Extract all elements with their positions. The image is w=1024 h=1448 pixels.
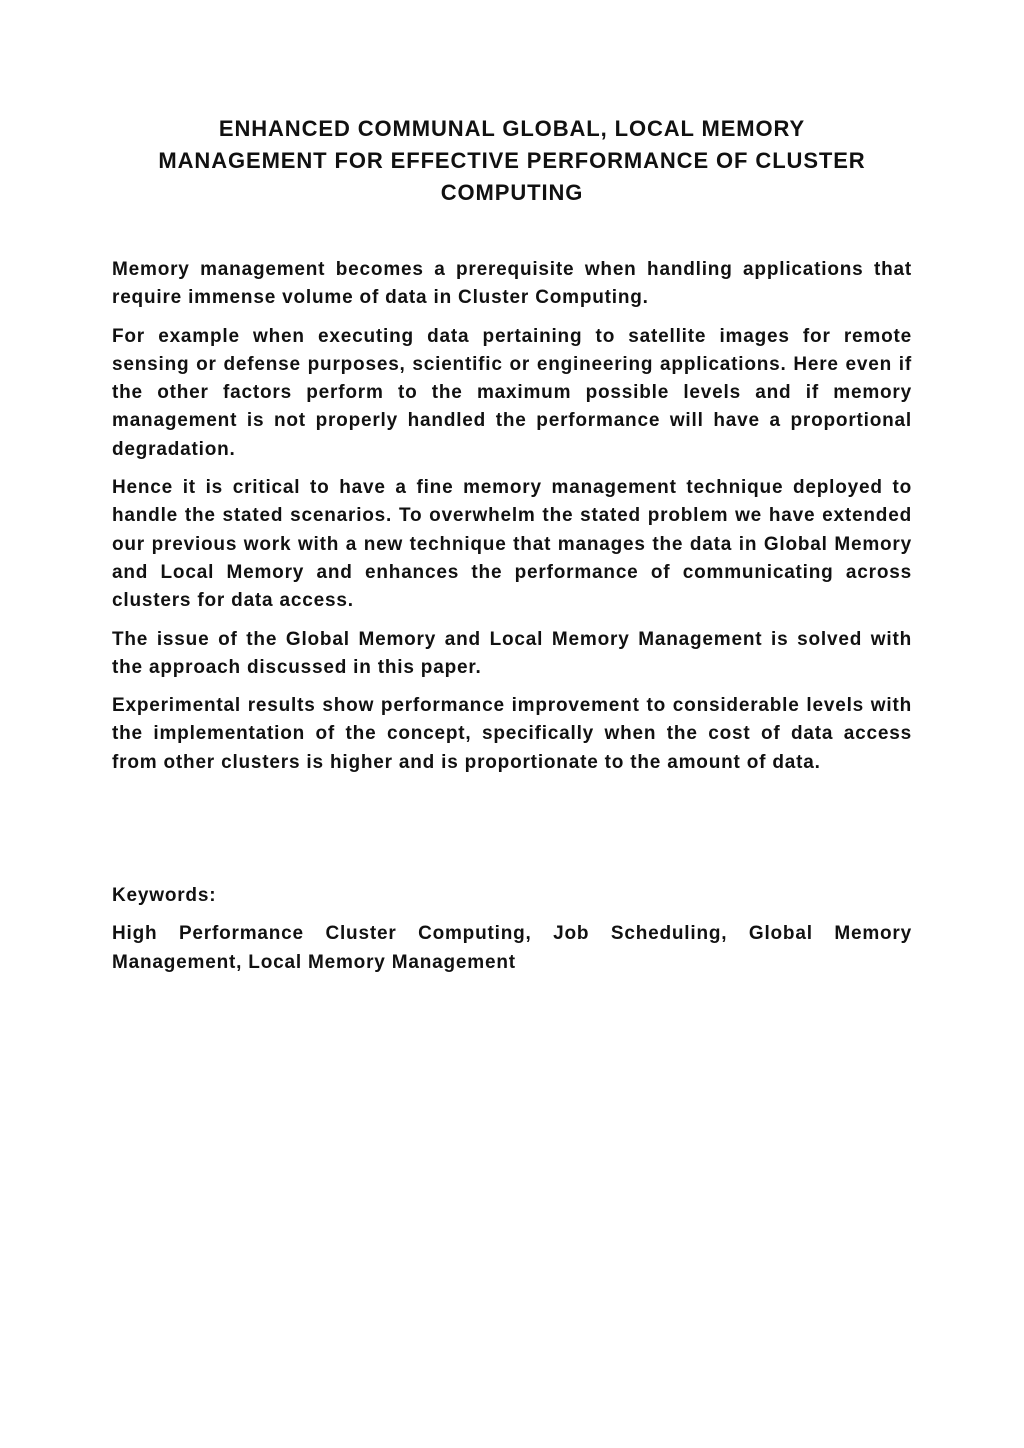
abstract-paragraph: Memory management becomes a prerequisite when handling applications that require immense volume of data in Cluster Computing. bbox=[112, 259, 912, 309]
abstract-paragraph: Hence it is critical to have a fine memory management technique deployed to handle the stated scenarios. To overwhelm the stated problem we have extended our previous work with a new technique that manages the data in Global Memory and Local Memory and enhances the performance of communicating across clusters for data access. bbox=[112, 477, 912, 612]
abstract-paragraph: The issue of the Global Memory and Local Memory Management is solved with the approach discussed in this paper. bbox=[112, 628, 912, 678]
keywords-list: High Performance Cluster Computing, Job Scheduling, Global Memory Management, Local Memory Management bbox=[112, 923, 912, 973]
keywords-section bbox=[112, 882, 912, 977]
keywords-label: Keywords: bbox=[112, 885, 217, 906]
abstract-paragraph: Experimental results show performance improvement to considerable levels with the implementation of the concept, specifically when the cost of data access from other clusters is higher and is proportionate to the amount of data. bbox=[112, 695, 912, 773]
document-title: ENHANCED COMMUNAL GLOBAL, LOCAL MEMORY MANAGEMENT FOR EFFECTIVE PERFORMANCE OF CLUSTER COMPUTING bbox=[158, 116, 866, 205]
abstract-paragraph: For example when executing data pertaining to satellite images for remote sensing or defense purposes, scientific or engineering applications. Here even if the other factors perform to the maximum possible levels and if memory management is not properly handled the performance will have a proportional degradation. bbox=[112, 325, 912, 460]
abstract-body bbox=[112, 256, 912, 787]
